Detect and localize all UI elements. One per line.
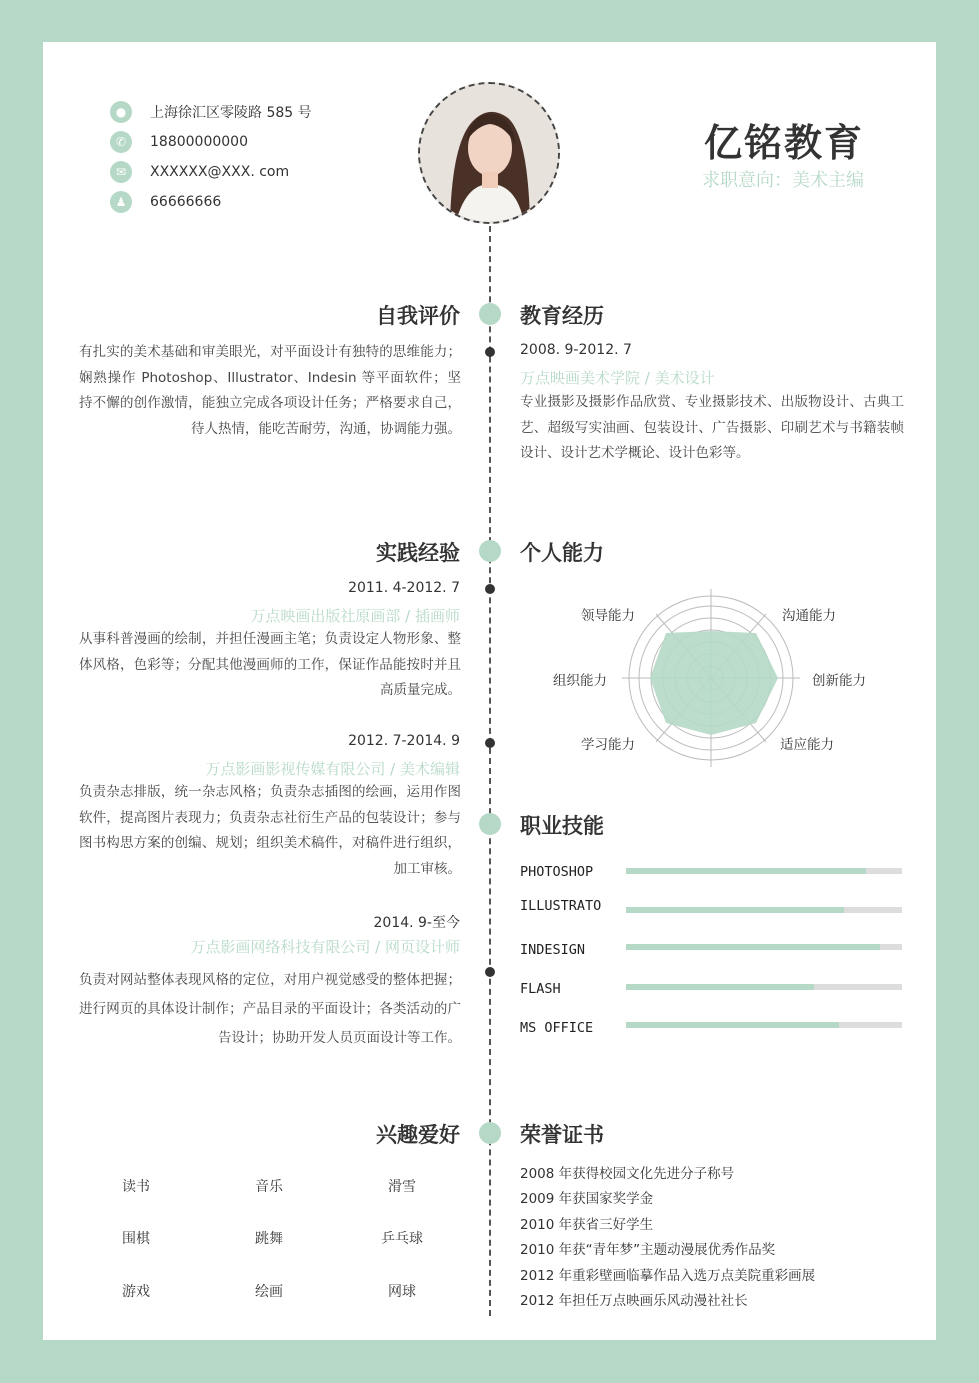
section-title-ability: 个人能力	[520, 541, 604, 565]
ability-label: 学习能力	[581, 737, 635, 753]
self-eval-text: 有扎实的美术基础和审美眼光，对平面设计有独特的思维能力；娴熟操作 Photoshop、Illustrator、Indesin 等平面软件；坚持不懈的创作激情，能独立完成各项设计任务；严格要求自己，待人热情，能吃苦耐劳，沟通，协调能力强。	[79, 344, 461, 437]
practice-org: 万点影画网络科技有限公司 / 网页设计师	[190, 938, 460, 956]
hobby-item: 滑雪	[388, 1179, 416, 1195]
education-date: 2008. 9-2012. 7	[520, 342, 632, 358]
honor-item: 2009 年获国家奖学金	[520, 1191, 654, 1207]
ability-label: 领导能力	[581, 608, 635, 624]
resume-page	[43, 42, 936, 1340]
email-icon: ✉	[110, 161, 132, 183]
skill-label: FLASH	[520, 981, 561, 997]
practice-org: 万点映画出版社原画部 / 插画师	[250, 607, 460, 625]
practice-date: 2014. 9-至今	[373, 915, 460, 931]
skill-bar	[626, 868, 902, 874]
contact-phone: ✆ 18800000000	[110, 130, 248, 154]
practice-org: 万点影画影视传媒有限公司 / 美术编辑	[205, 760, 460, 778]
location-icon: ●	[110, 101, 132, 123]
skill-bar	[626, 907, 902, 913]
education-text: 专业摄影及摄影作品欣赏、专业摄影技术、出版物设计、古典工艺、超级写实油画、包装设计、广告摄影、印刷艺术与书籍装帧设计、设计艺术学概论、设计色彩等。	[520, 394, 904, 461]
skill-label: MS OFFICE	[520, 1020, 594, 1036]
hobby-item: 游戏	[122, 1284, 150, 1300]
phone-icon: ✆	[110, 131, 132, 153]
skill-bar-fill	[626, 907, 844, 913]
honor-item: 2010 年获“青年梦”主题动漫展优秀作品奖	[520, 1242, 776, 1258]
hobby-item: 读书	[122, 1179, 150, 1195]
contact-qq: ♟ 66666666	[110, 190, 221, 214]
hobby-item: 网球	[388, 1284, 416, 1300]
timeline-dot	[479, 813, 501, 835]
skill-label: PHOTOSHOP	[520, 864, 594, 880]
skill-label: INDESIGN	[520, 942, 586, 958]
hobby-item: 绘画	[255, 1284, 283, 1300]
skill-bar-fill	[626, 944, 880, 950]
timeline-dot	[479, 1122, 501, 1144]
honor-item: 2012 年担任万点映画乐风动漫社社长	[520, 1293, 748, 1309]
timeline-dot	[485, 738, 495, 748]
resume-name: 亿铭教育	[703, 121, 864, 165]
section-title-practice: 实践经验	[376, 541, 460, 565]
practice-text: 负责杂志排版，统一杂志风格；负责杂志插图的绘画，运用作图软件，提高图片表现力；负责杂志社衍生产品的包装设计；参与图书构思方案的创编、规划；组织美术稿件，对稿件进行组织，加工审核。	[79, 784, 461, 877]
timeline-dot	[485, 584, 495, 594]
section-title-skills: 职业技能	[520, 814, 604, 838]
practice-text: 从事科普漫画的绘制，并担任漫画主笔；负责设定人物形象、整体风格，色彩等；分配其他漫画师的工作，保证作品能按时并且高质量完成。	[79, 631, 461, 698]
job-intent: 求职意向：美术主编	[702, 170, 864, 191]
honor-item: 2008 年获得校园文化先进分子称号	[520, 1166, 735, 1182]
skill-bar-fill	[626, 1022, 839, 1028]
contact-email: ✉ XXXXXX@XXX. com	[110, 160, 289, 184]
hobby-item: 围棋	[122, 1231, 150, 1247]
skill-bar-fill	[626, 984, 814, 990]
ability-label: 组织能力	[553, 673, 607, 689]
timeline-dot	[485, 347, 495, 357]
skill-label: ILLUSTRATO	[520, 898, 602, 914]
hobby-item: 乒乓球	[381, 1231, 423, 1247]
hobby-item: 音乐	[255, 1179, 283, 1195]
ability-label: 沟通能力	[782, 608, 836, 624]
qq-icon: ♟	[110, 191, 132, 213]
timeline-dot	[479, 303, 501, 325]
practice-text: 负责对网站整体表现风格的定位，对用户视觉感受的整体把握；进行网页的具体设计制作；产品目录的平面设计；各类活动的广告设计；协助开发人员页面设计等工作。	[79, 972, 461, 1046]
ability-radar	[620, 587, 802, 769]
contact-address: ● 上海徐汇区零陵路 585 号	[110, 100, 312, 124]
avatar	[418, 82, 560, 224]
skill-bar	[626, 944, 902, 950]
section-title-education: 教育经历	[520, 304, 604, 328]
section-title-hobbies: 兴趣爱好	[376, 1123, 460, 1147]
skill-bar	[626, 1022, 902, 1028]
honor-item: 2010 年获省三好学生	[520, 1217, 654, 1233]
honor-item: 2012 年重彩壁画临摹作品入选万点美院重彩画展	[520, 1268, 816, 1284]
timeline-dot	[479, 540, 501, 562]
practice-date: 2012. 7-2014. 9	[348, 733, 460, 749]
practice-date: 2011. 4-2012. 7	[348, 580, 460, 596]
section-title-honors: 荣誉证书	[520, 1123, 604, 1147]
education-org: 万点映画美术学院 / 美术设计	[520, 369, 715, 387]
timeline-line	[489, 226, 491, 1316]
ability-label: 创新能力	[812, 673, 866, 689]
hobby-item: 跳舞	[255, 1231, 283, 1247]
section-title-self-eval: 自我评价	[376, 304, 460, 328]
avatar-portrait	[420, 84, 558, 222]
ability-label: 适应能力	[780, 737, 834, 753]
skill-bar-fill	[626, 868, 866, 874]
timeline-dot	[485, 967, 495, 977]
skill-bar	[626, 984, 902, 990]
